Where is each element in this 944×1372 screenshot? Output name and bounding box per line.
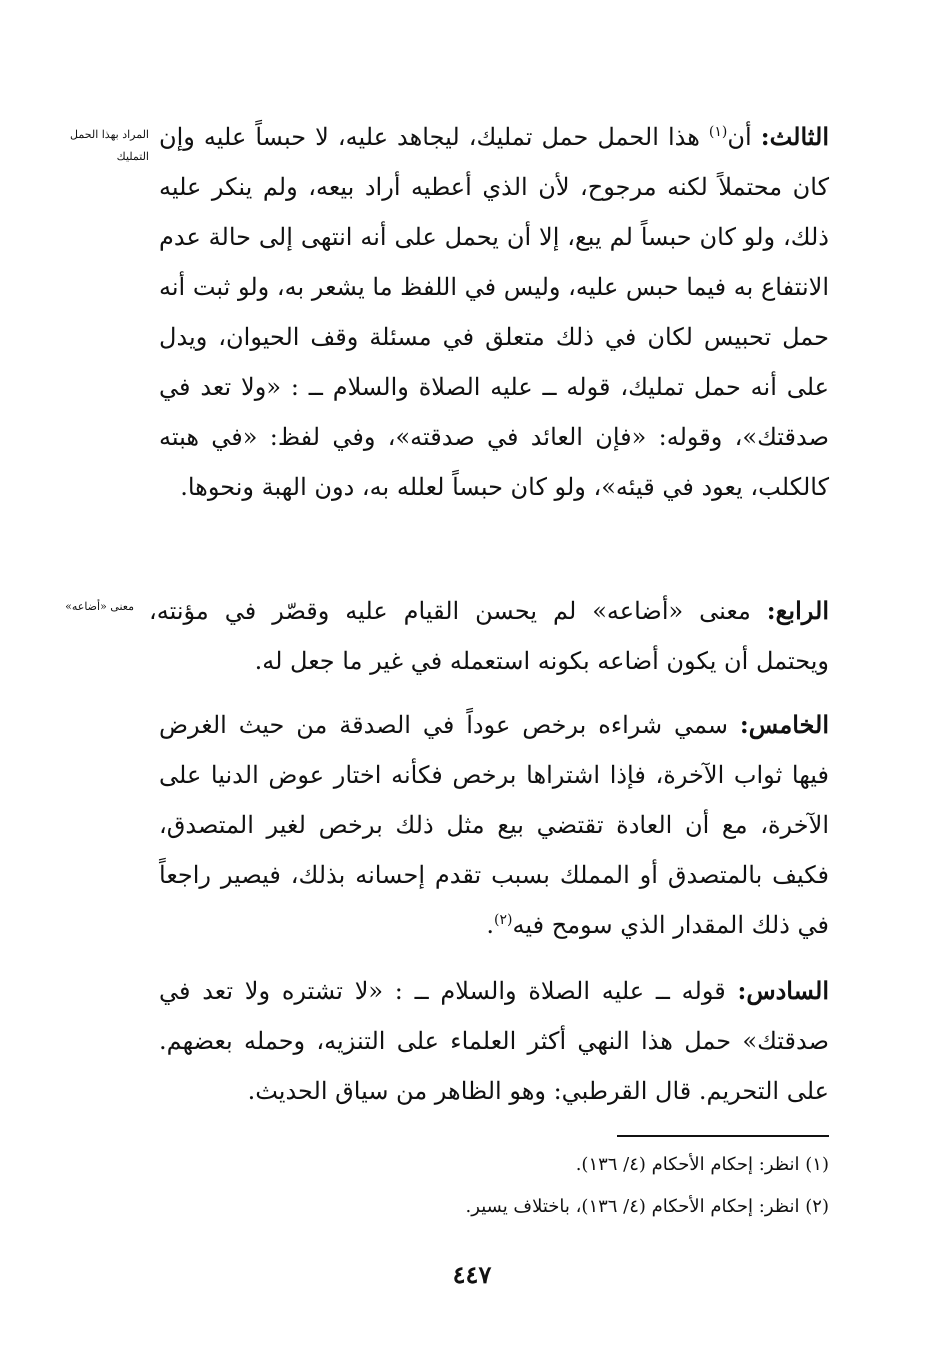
margin-note-text: المراد بهذا الحمل التمليك [70, 128, 149, 163]
paragraph-text: قوله ــ عليه الصلاة والسلام ــ : «لا تشتره ولا تعد في صدقتك» حمل هذا النهي أكثر العلماء على التنزيه، وحمله بعضهم. على التحريم. قال القرطبي: وهو الظاهر من سياق الحديث. [159, 977, 830, 1105]
paragraph-fifth [159, 700, 829, 950]
paragraph-third [159, 112, 829, 512]
paragraph-text: أن [727, 123, 761, 151]
paragraph-sixth [159, 966, 829, 1116]
paragraph-text: معنى «أضاعه» لم يحسن القيام عليه وقصّر في مؤنته، ويحتمل أن يكون أضاعه بكونه استعمله في غير ما جعل له. [149, 597, 829, 675]
footnote-text: (٢) انظر: إحكام الأحكام (٤/ ١٣٦)، باختلاف يسير. [465, 1196, 829, 1217]
footnote-reference: (٢) [494, 912, 513, 928]
margin-note-text: معنى «أضاعه» [65, 600, 134, 613]
paragraph-heading: الثالث: [760, 122, 830, 151]
footnote-reference: (١) [708, 124, 728, 140]
margin-note-tamlik [59, 124, 149, 168]
paragraph-text: سمي شراءه برخص عوداً في الصدقة من حيث الغرض فيها ثواب الآخرة، فإذا اشتراها برخص فكأنه اختار عوض الدنيا على الآخرة، مع أن العادة تقتضي بيع مثل ذلك برخص لغير المتصدق، فكيف بالمتصدق أو المملك بسبب تقدم إحسانه بذلك، فيصير راجعاً في ذلك المقدار الذي سومح فيه [159, 711, 829, 939]
footnote-2 [229, 1192, 829, 1222]
footnote-separator [617, 1135, 829, 1137]
paragraph-fourth [149, 586, 829, 686]
paragraph-heading: الخامس: [739, 710, 829, 739]
paragraph-heading: السادس: [737, 976, 829, 1005]
page-number [0, 1260, 944, 1289]
margin-note-adaahu [34, 596, 134, 618]
paragraph-text: هذا الحمل حمل تمليك، ليجاهد عليه، لا حبساً عليه وإن كان محتملاً لكنه مرجوح، لأن الذي أعطيه أراد بيعه، ولم ينكر عليه ذلك، ولو كان حبساً لم يبع، إلا أن يحمل على أنه انتهى إلى حالة عدم الانتفاع به فيما حبس عليه، وليس في اللفظ ما يشعر به، ولو ثبت أنه حمل تحبيس لكان في ذلك متعلق في مسئلة وقف الحيوان، ويدل على أنه حمل تمليك، قوله ــ عليه الصلاة والسلام ــ : «ولا تعد في صدقتك»، وقوله: «فإن العائد في صدقته»، وفي لفظ: «في هبته كالكلب، يعود في قيئه»، ولو كان حبساً لعلله به، دون الهبة ونحوها. [159, 123, 829, 501]
page-number-text: ٤٤٧ [452, 1260, 492, 1289]
footnote-text: (١) انظر: إحكام الأحكام (٤/ ١٣٦). [575, 1154, 829, 1175]
paragraph-heading: الرابع: [766, 596, 829, 625]
paragraph-text: . [486, 911, 495, 939]
footnote-1 [229, 1150, 829, 1180]
